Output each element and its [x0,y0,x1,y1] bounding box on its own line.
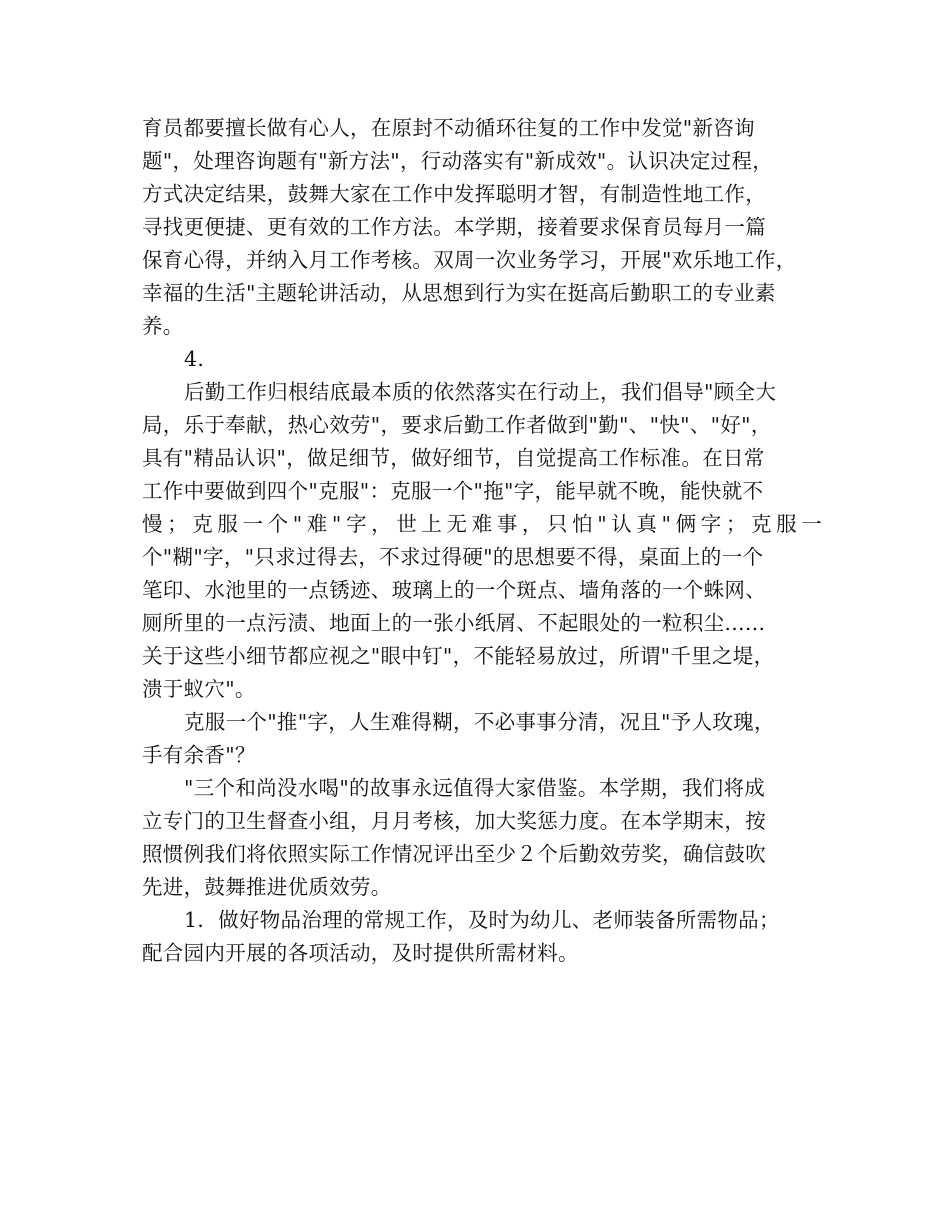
text-line: 工作中要做到四个"克服"：克服一个"拖"字，能早就不晚，能快就不 [142,479,764,503]
text-line: 局，乐于奉献，热心效劳"，要求后勤工作者做到"勤"、"快"、"好"， [142,413,772,437]
text-line: 保育心得，并纳入月工作考核。双周一次业务学习，开展"欢乐地工作， [142,248,797,272]
body-text [142,112,822,970]
list-item: 1．做好物品治理的常规工作，及时为幼儿、老师装备所需物品； [184,908,780,932]
text-line: 克服一个"推"字，人生难得糊，不必事事分清，况且"予人玫瑰， [184,710,775,734]
text-line: "三个和尚没水喝"的故事永远值得大家借鉴。本学期，我们将成 [184,776,766,800]
text-line: 个"糊"字，"只求过得去，不求过得硬"的思想要不得，桌面上的一个 [142,545,764,569]
text-line: 慢；克服一个"难"字，世上无难事，只怕"认真"俩字；克服一 [142,512,822,536]
text-line: 先进，鼓舞推进优质效劳。 [142,875,392,899]
text-line: 手有余香"？ [142,743,256,767]
text-line: 题"，处理咨询题有"新方法"，行动落实有"新成效"。认识决定过程， [142,149,774,173]
text-line: 幸福的生活"主题轮讲活动，从思想到行为实在挺高后勤职工的专业素 [142,281,776,305]
text-line: 溃于蚁穴"。 [142,677,256,701]
text-line: 育员都要擅长做有心人，在原封不动循环往复的工作中发觉"新咨询 [142,116,755,140]
section-number: 4. [184,347,205,371]
text-line: 具有"精品认识"，做足细节，做好细节，自觉提高工作标准。在日常 [142,446,765,470]
text-line: 配合园内开展的各项活动，及时提供所需材料。 [142,941,579,965]
text-line: 后勤工作归根结底最本质的依然落实在行动上，我们倡导"顾全大 [184,380,777,404]
text-line: 关于这些小细节都应视之"眼中钉"，不能轻易放过，所谓"千里之堤， [142,644,775,668]
text-line: 养。 [142,314,184,338]
text-line: 厕所里的一点污渍、地面上的一张小纸屑、不起眼处的一粒积尘...... [142,611,766,635]
text-line: 照惯例我们将依照实际工作情况评出至少２个后勤效劳奖，确信鼓吹 [142,842,766,866]
text-line: 方式决定结果，鼓舞大家在工作中发挥聪明才智，有制造性地工作， [142,182,766,206]
text-line: 笔印、水池里的一点锈迹、玻璃上的一个斑点、墙角落的一个蛛网、 [142,578,766,602]
text-line: 立专门的卫生督查小组，月月考核，加大奖惩力度。在本学期末，按 [142,809,766,833]
text-line: 寻找更便捷、更有效的工作方法。本学期，接着要求保育员每月一篇 [142,215,766,239]
